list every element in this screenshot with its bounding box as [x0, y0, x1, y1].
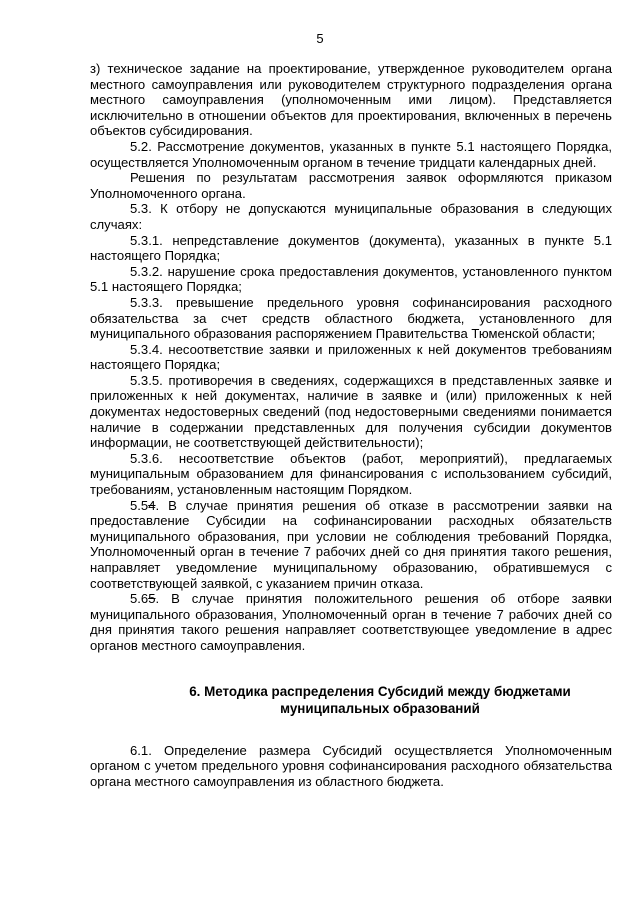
paragraph-5-6: [90, 591, 612, 653]
paragraph-5-3-1: 5.3.1. непредставление документов (документа), указанных в пункте 5.1 настоящего Порядка;: [90, 232, 612, 264]
document-body: [90, 61, 612, 789]
paragraph-5-2: 5.2. Рассмотрение документов, указанных в пункте 5.1 настоящего Порядка, осуществляется Уполномоченным органом в течение тридцати календарных дней.: [90, 138, 612, 170]
item-number: 5.5: [130, 497, 149, 513]
paragraph-5-5: [90, 498, 612, 592]
section-heading: [90, 683, 612, 717]
paragraph-5-3-6: 5.3.6. несоответствие объектов (работ, мероприятий), предлагаемых муниципальным образованием для финансирования с использованием субсидий, требованиям, установленным настоящим Порядком.: [90, 450, 612, 498]
section-heading-line-2: муниципальных образований: [280, 700, 480, 716]
paragraph-5-3-3: 5.3.3. превышение предельного уровня софинансирования расходного обязательства за счет средств областного бюджета, установленного для муниципального образования распоряжением Правительства Тюменской области;: [90, 294, 612, 342]
struck-digit: 4: [148, 497, 156, 513]
paragraph-text: . В случае принятия положительного решения об отборе заявки муниципального образования, Уполномоченный орган в течение 7 рабочих дней со дня принятия такого решения направляет соответствующее уведомление в адрес органов местного самоуправления.: [90, 591, 612, 653]
paragraph-text: . В случае принятия решения об отказе в рассмотрении заявки на предоставление Субсидии на софинансировании расходных обязательств муниципального образования, при условии не соблюдения требований Порядка, Уполномоченный орган в течение 7 рабочих дней со дня принятия такого решения, направляет уведомление муниципальному образованию, обратившемуся с соответствующей заявкой, с указанием причин отказа.: [90, 497, 612, 591]
paragraph-decisions: Решения по результатам рассмотрения заявок оформляются приказом Уполномоченного органа.: [90, 170, 612, 201]
item-number: 5.6: [130, 591, 149, 607]
struck-digit: 5: [148, 591, 156, 607]
paragraph-5-3-4: 5.3.4. несоответствие заявки и приложенных к ней документов требованиям настоящего Порядка;: [90, 341, 612, 373]
paragraph-5-3: 5.3. К отбору не допускаются муниципальные образования в следующих случаях:: [90, 201, 612, 232]
paragraph-3z: з) техническое задание на проектирование, утвержденное руководителем органа местного самоуправления или руководителем структурного подразделения органа местного самоуправления (уполномоченным ими лицом). Представляется исключительно в отношении объектов для проектирования, включенных в перечень объектов субсидирования.: [90, 61, 612, 139]
paragraph-5-3-5: 5.3.5. противоречия в сведениях, содержащихся в представленных заявке и приложенных к ней документах, наличие в заявке и (или) приложенных к ней документах недостоверных сведений (под недостоверными сведениями понимается наличие в содержании представленных для получения субсидии документов информации, не соответствующей действительности);: [90, 372, 612, 451]
page-number: 5: [316, 31, 324, 46]
section-heading-line-1: 6. Методика распределения Субсидий между бюджетами: [189, 683, 571, 699]
paragraph-6-1: 6.1. Определение размера Субсидий осуществляется Уполномоченным органом с учетом предельного уровня софинансирования расходного обязательства органа местного самоуправления из областного бюджета.: [90, 742, 612, 789]
paragraph-5-3-2: 5.3.2. нарушение срока предоставления документов, установленного пунктом 5.1 настоящего Порядка;: [90, 263, 612, 295]
